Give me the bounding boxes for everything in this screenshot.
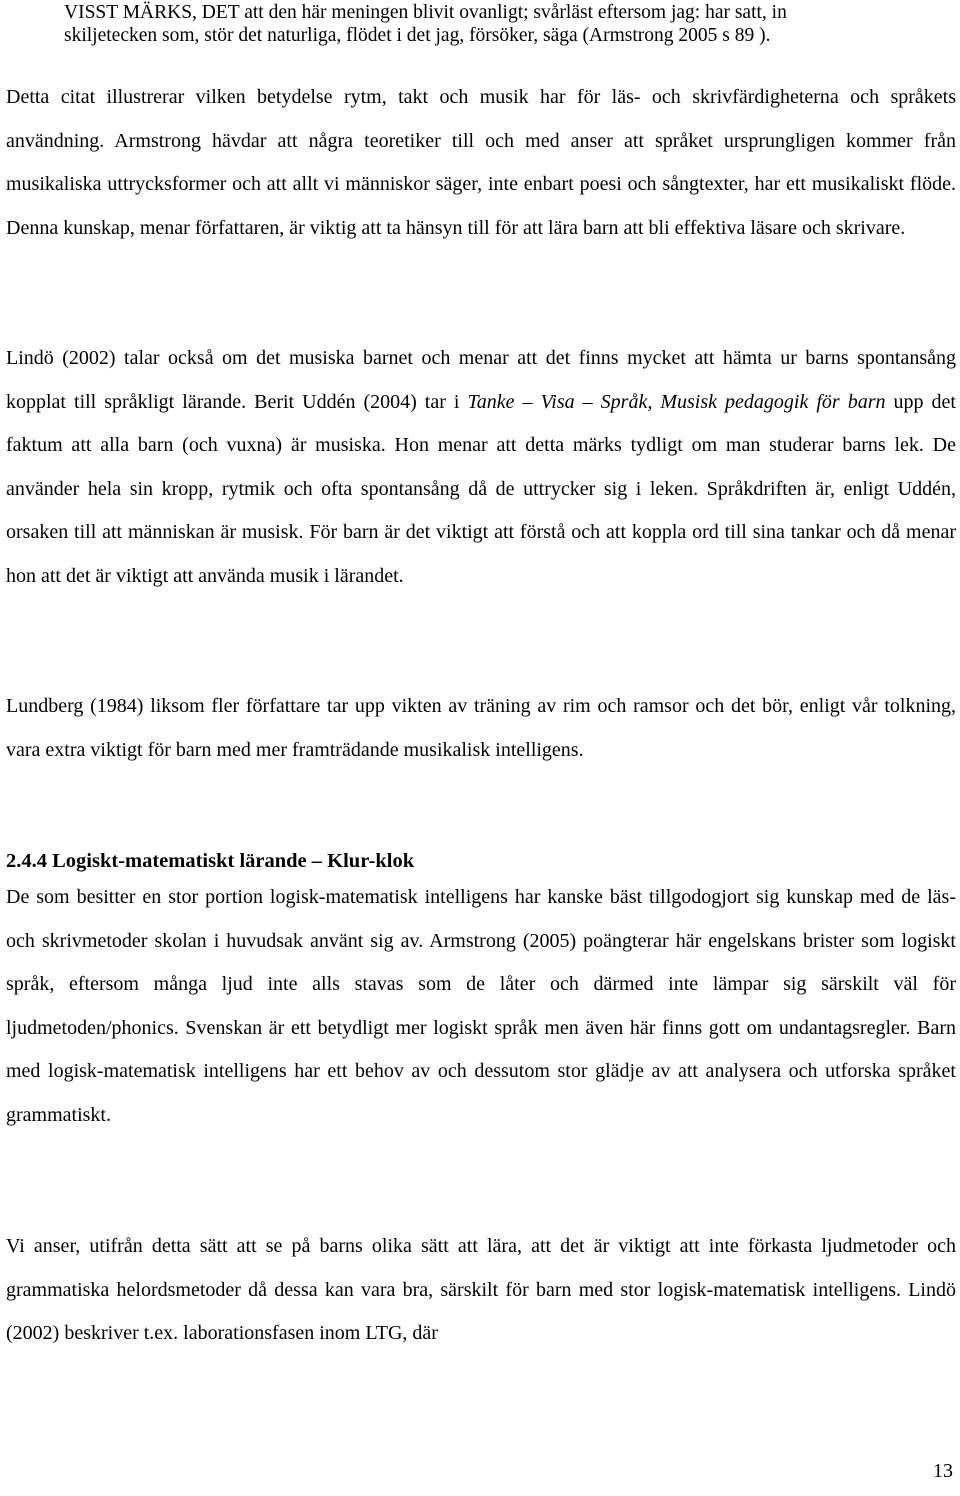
body-paragraph xyxy=(6,337,956,598)
body-paragraph: De som besitter en stor portion logisk-matematisk intelligens har kanske bäst tillgodogjort sig kunskap med de läs- och skrivmetoder skolan i huvudsak använt sig av. Armstrong (2005) poängterar här engelskans brister som logiskt språk, eftersom många ljud inte alls stavas som de låter och därmed inte lämpar sig särskilt väl för ljudmetoden/phonics. Svenskan är ett betydligt mer logiskt språk men även här finns gott om undantagsregler. Barn med logisk-matematisk intelligens har ett behov av och dessutom stor glädje av att analysera och utforska språket grammatiskt. xyxy=(6,886,956,1126)
quote-line: VISST MÄRKS, DET att den här meningen blivit ovanligt; svårläst eftersom jag: har satt, in xyxy=(64,2,787,23)
paragraph-text: Lindö (2002) talar också om det musiska barnet och menar att det finns mycket att hämta ur barns spontansång kopplat till språkligt lärande. Berit Uddén (2004) tar i xyxy=(6,347,956,413)
section-heading: 2.4.4 Logiskt-matematiskt lärande – Klur-klok xyxy=(6,850,415,872)
quote-line: skiljetecken som, stör det naturliga, flödet i det jag, försöker, säga (Armstrong 2005 s 89 ). xyxy=(64,25,771,46)
page-number: 13 xyxy=(933,1460,953,1482)
body-paragraph: Vi anser, utifrån detta sätt att se på barns olika sätt att lära, att det är viktigt att inte förkasta ljudmetoder och grammatiska helordsmetoder då dessa kan vara bra, särskilt för barn med stor logisk-matematisk intelligens. Lindö (2002) beskriver t.ex. laborationsfasen inom LTG, där xyxy=(6,1235,956,1344)
block-quote xyxy=(64,1,934,47)
book-title: Tanke – Visa – Språk, Musisk pedagogik för barn xyxy=(467,390,886,413)
body-paragraph: Detta citat illustrerar vilken betydelse rytm, takt och musik har för läs- och skrivfärdigheterna och språkets användning. Armstrong hävdar att några teoretiker till och med anser att språket ursprungligen kommer från musikaliska uttrycksformer och att allt vi människor säger, inte enbart poesi och sångtexter, har ett musikaliskt flöde. Denna kunskap, menar författaren, är viktig att ta hänsyn till för att lära barn att bli effektiva läsare och skrivare. xyxy=(6,86,956,239)
paragraph-text: upp det faktum att alla barn (och vuxna) är musiska. Hon menar att detta märks tydligt om man studerar barns lek. De använder hela sin kropp, rytmik och ofta spontansång då de uttrycker sig i leken. Språkdriften är, enligt Uddén, orsaken till att människan är musisk. För barn är det viktigt att förstå och att koppla ord till sina tankar och då menar hon att det är viktigt att använda musik i lärandet. xyxy=(6,390,956,587)
body-paragraph: Lundberg (1984) liksom fler författare tar upp vikten av träning av rim och ramsor och det bör, enligt vår tolkning, vara extra viktigt för barn med mer framträdande musikalisk intelligens. xyxy=(6,695,956,761)
